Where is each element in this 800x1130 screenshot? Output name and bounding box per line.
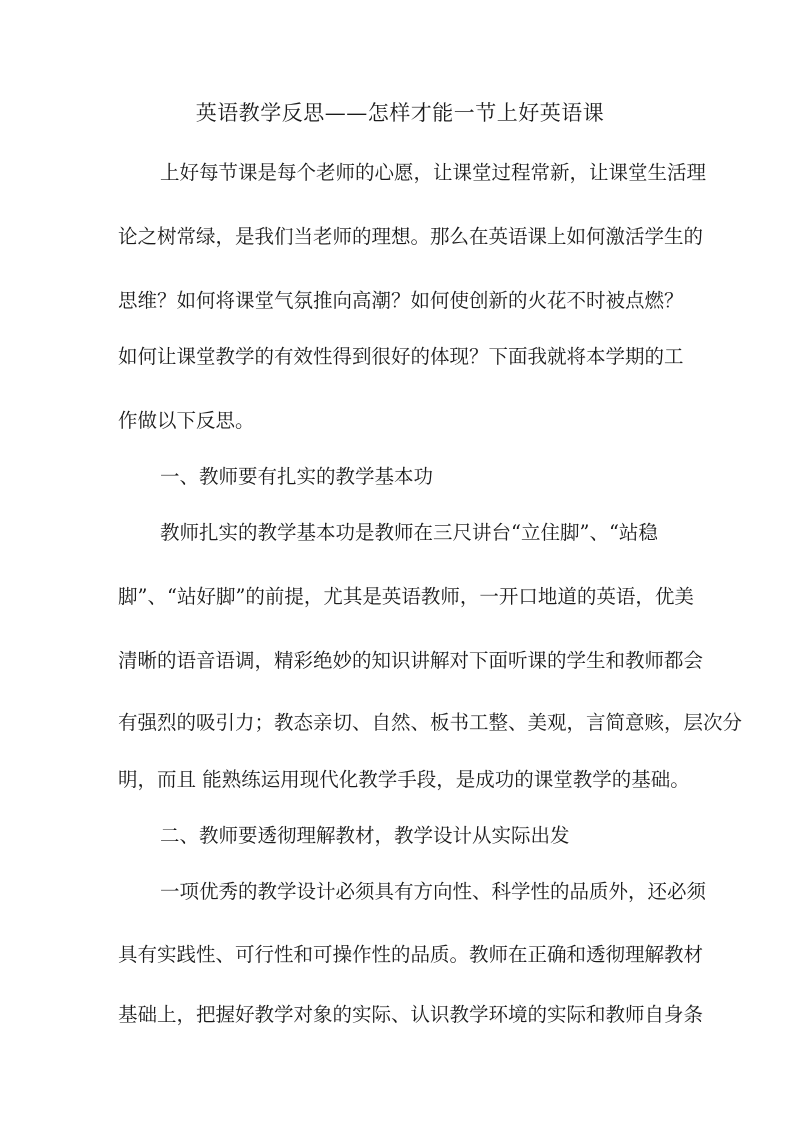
- paragraph-line: 明，而且 能熟练运用现代化教学手段，是成功的课堂教学的基础。: [118, 768, 690, 791]
- paragraph-line: 一项优秀的教学设计必须具有方向性、科学性的品质外，还必须: [160, 880, 707, 903]
- paragraph-line: 论之树常绿，是我们当老师的理想。那么在英语课上如何激活学生的: [118, 225, 704, 248]
- paragraph-line: 思维？如何将课堂气氛推向高潮？如何使创新的火花不时被点燃？: [118, 289, 684, 312]
- paragraph-line: 如何让课堂教学的有效性得到很好的体现？下面我就将本学期的工: [118, 345, 684, 368]
- paragraph-line: 有强烈的吸引力；教态亲切、自然、板书工整、美观，言简意赅，层次分: [118, 711, 743, 734]
- section-heading: 二、教师要透彻理解教材，教学设计从实际出发: [160, 824, 570, 847]
- paragraph-line: 教师扎实的教学基本功是教师在三尺讲台“立住脚”、“站稳: [160, 521, 658, 544]
- paragraph-line: 清晰的语音语调，精彩绝妙的知识讲解对下面听课的学生和教师都会: [118, 649, 704, 672]
- section-heading: 一、教师要有扎实的教学基本功: [160, 465, 434, 488]
- document-title: 英语教学反思——怎样才能一节上好英语课: [195, 101, 605, 125]
- paragraph-line: 具有实践性、可行性和可操作性的品质。教师在正确和透彻理解教材: [118, 943, 704, 966]
- paragraph-line: 上好每节课是每个老师的心愿，让课堂过程常新，让课堂生活理: [160, 161, 707, 184]
- paragraph-line: 基础上，把握好教学对象的实际、认识教学环境的实际和教师自身条: [118, 1003, 704, 1026]
- paragraph-line: 脚”、“站好脚”的前提，尤其是英语教师，一开口地道的英语，优美: [118, 585, 694, 608]
- paragraph-line: 作做以下反思。: [118, 409, 255, 432]
